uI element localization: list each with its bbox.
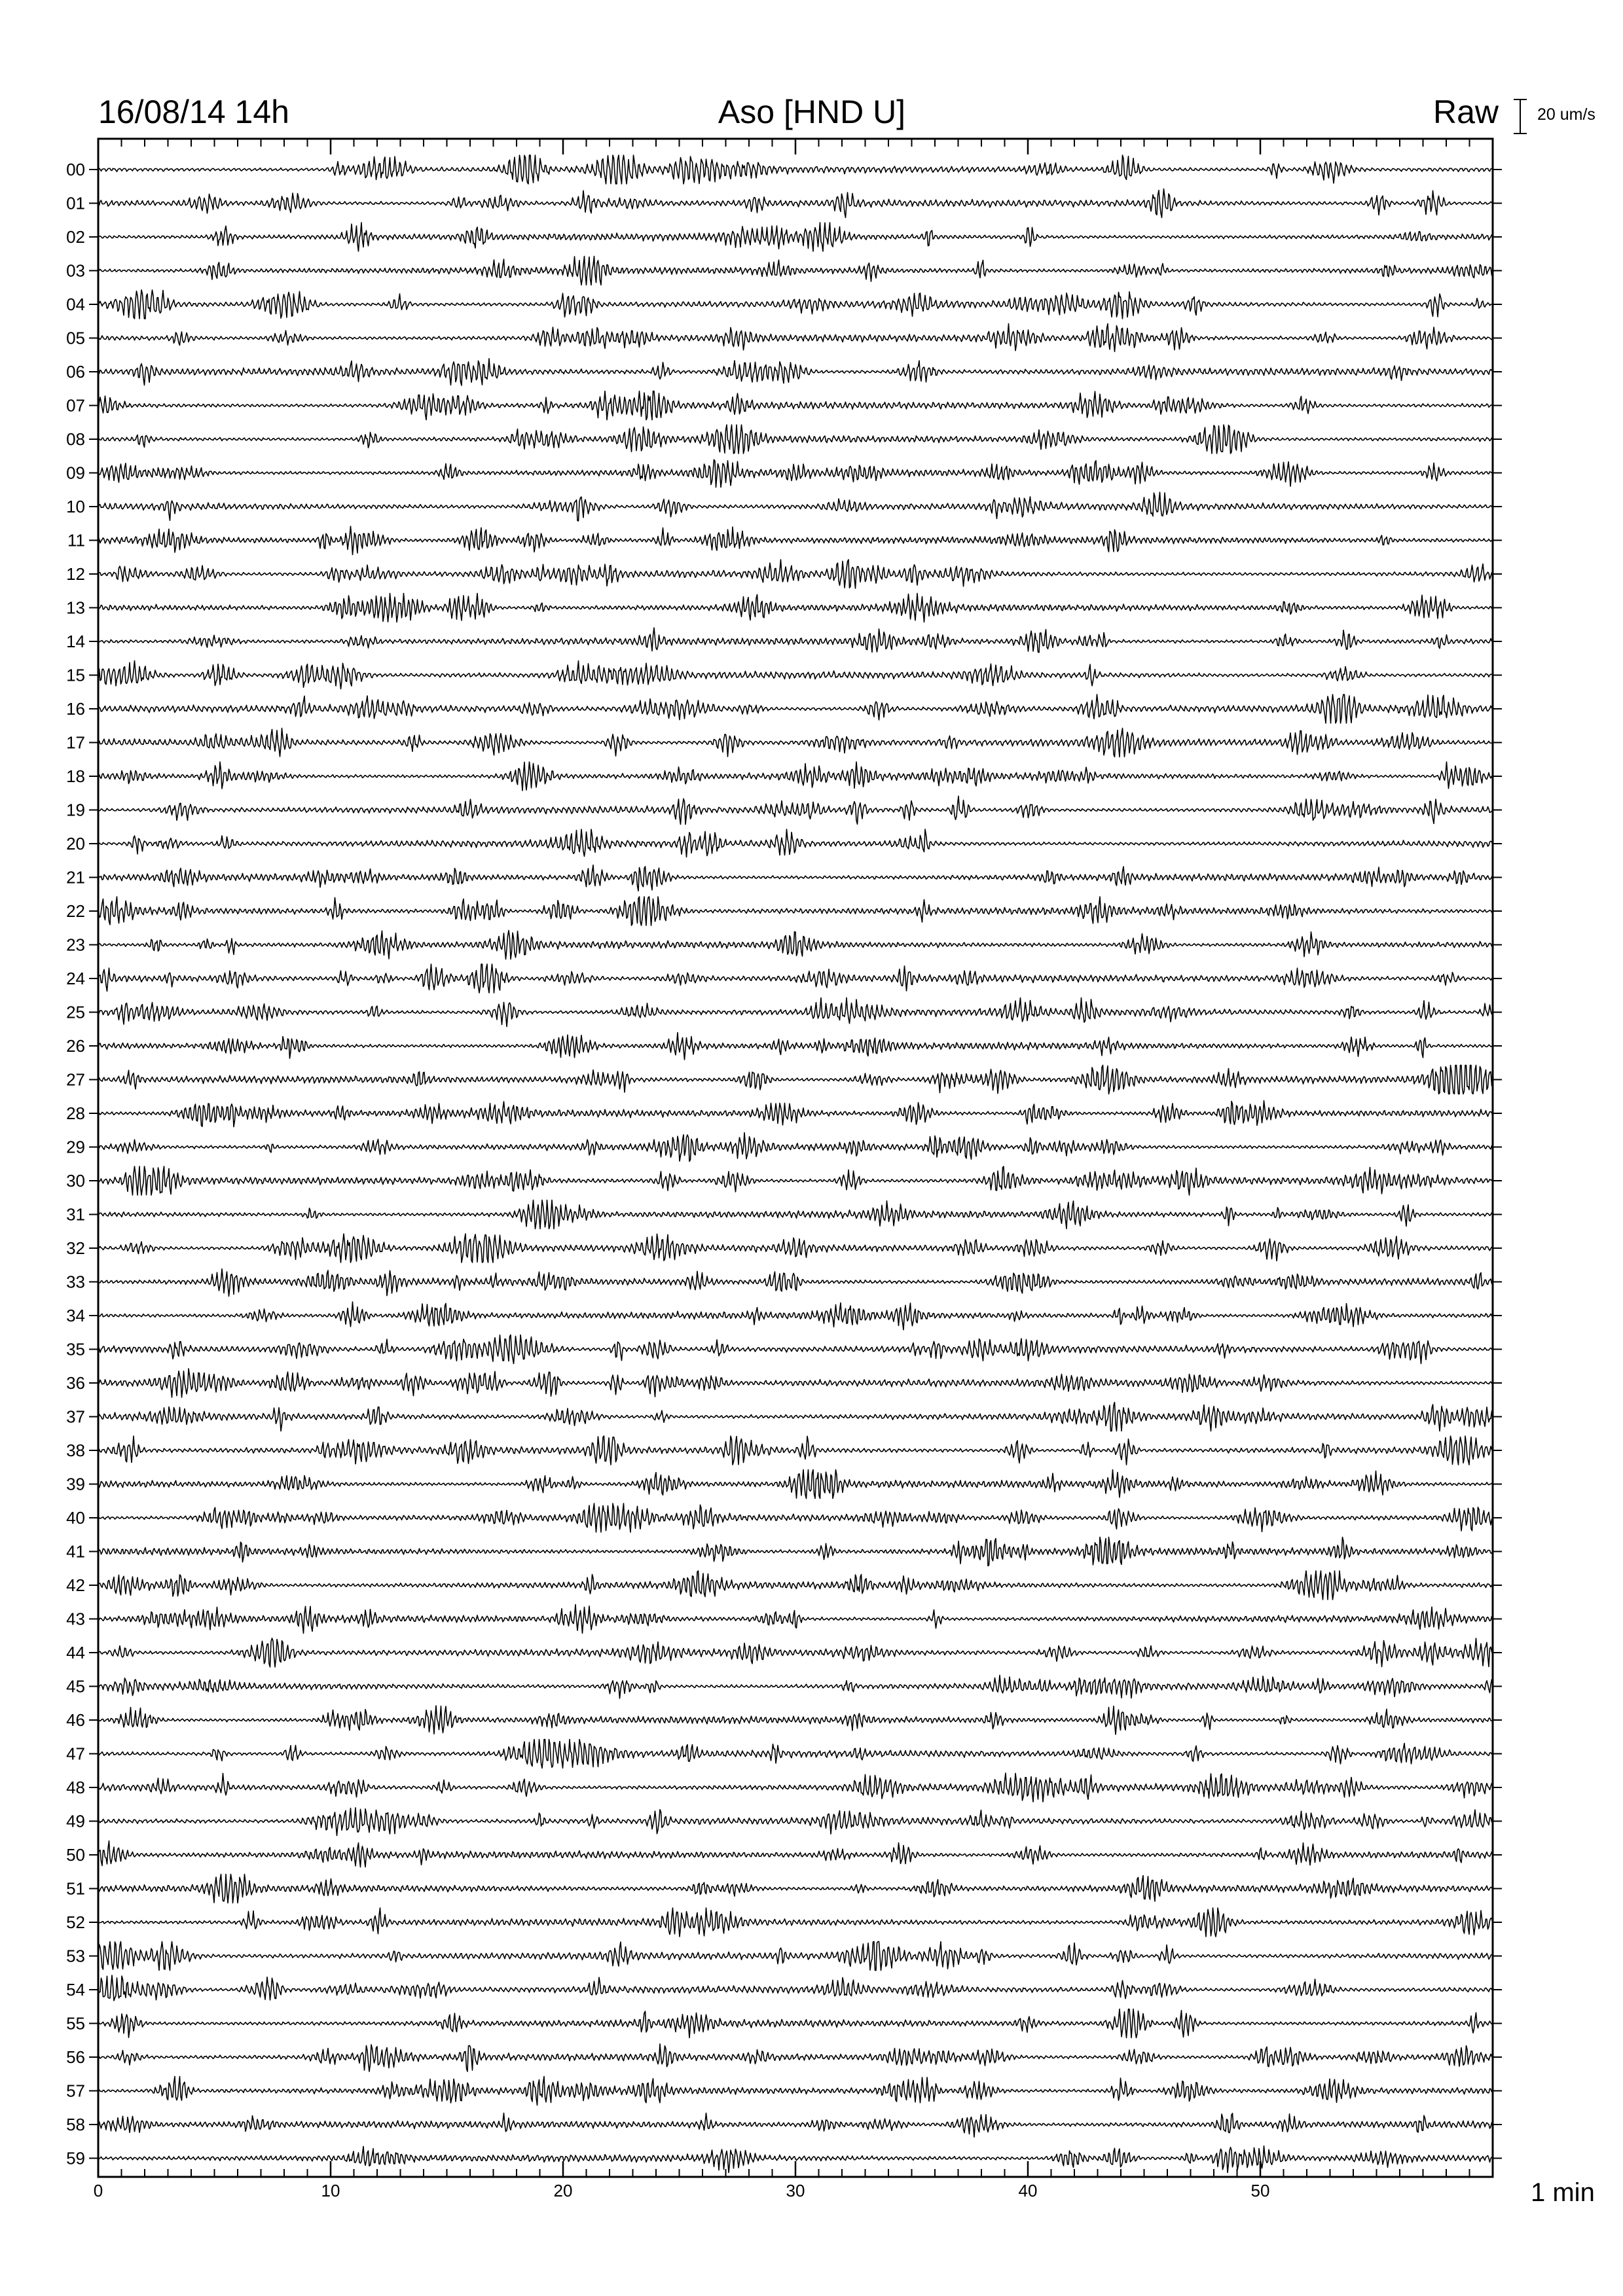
row-label: 03 bbox=[66, 260, 85, 281]
trace-row-29 bbox=[98, 1133, 1493, 1162]
row-label: 54 bbox=[66, 1980, 85, 2000]
trace-row-25 bbox=[98, 998, 1493, 1027]
minor-ticks bbox=[122, 139, 1493, 2177]
trace-row-37 bbox=[98, 1403, 1493, 1431]
trace-row-30 bbox=[98, 1166, 1493, 1195]
trace-row-01 bbox=[98, 189, 1493, 218]
row-label: 01 bbox=[66, 193, 85, 213]
row-label: 09 bbox=[66, 463, 85, 483]
row-label: 46 bbox=[66, 1710, 85, 1730]
row-label: 19 bbox=[66, 800, 85, 820]
row-label: 05 bbox=[66, 328, 85, 348]
row-label: 51 bbox=[66, 1878, 85, 1899]
row-label: 56 bbox=[66, 2047, 85, 2067]
row-label: 11 bbox=[67, 530, 85, 550]
row-ticks bbox=[89, 170, 1502, 2159]
trace-row-05 bbox=[98, 324, 1493, 352]
row-label: 14 bbox=[66, 632, 85, 651]
x-tick-label: 30 bbox=[786, 2181, 805, 2200]
trace-row-17 bbox=[98, 728, 1493, 757]
amplitude-scale-label: 20 um/s bbox=[1537, 105, 1596, 124]
row-label: 10 bbox=[66, 497, 85, 516]
amplitude-scale-bar bbox=[1514, 99, 1527, 134]
trace-row-15 bbox=[98, 661, 1493, 689]
trace-row-56 bbox=[98, 2044, 1493, 2072]
row-label: 34 bbox=[66, 1306, 85, 1325]
row-label: 44 bbox=[66, 1643, 85, 1662]
seismogram-traces bbox=[98, 155, 1493, 2173]
row-label: 28 bbox=[66, 1103, 85, 1123]
trace-row-43 bbox=[98, 1605, 1493, 1634]
row-label: 27 bbox=[66, 1069, 85, 1090]
trace-row-02 bbox=[98, 223, 1493, 251]
trace-row-36 bbox=[98, 1369, 1493, 1397]
trace-row-10 bbox=[98, 492, 1493, 521]
row-label: 15 bbox=[66, 665, 85, 685]
row-label: 49 bbox=[66, 1811, 85, 1831]
trace-row-18 bbox=[98, 762, 1493, 791]
trace-row-00 bbox=[98, 155, 1493, 184]
trace-row-28 bbox=[98, 1101, 1493, 1127]
trace-row-32 bbox=[98, 1234, 1493, 1263]
row-label: 12 bbox=[66, 564, 85, 584]
row-label: 39 bbox=[66, 1474, 85, 1494]
trace-row-44 bbox=[98, 1638, 1493, 1667]
x-tick-label: 40 bbox=[1018, 2181, 1038, 2200]
row-label: 48 bbox=[66, 1778, 85, 1797]
row-label: 18 bbox=[66, 766, 85, 786]
trace-row-24 bbox=[98, 964, 1493, 993]
row-label: 57 bbox=[66, 2081, 85, 2101]
trace-row-52 bbox=[98, 1908, 1493, 1937]
row-label: 02 bbox=[66, 227, 85, 247]
trace-row-35 bbox=[98, 1335, 1493, 1364]
row-label: 58 bbox=[66, 2115, 85, 2134]
row-label: 36 bbox=[66, 1373, 85, 1393]
row-label: 17 bbox=[66, 732, 85, 753]
trace-row-26 bbox=[98, 1033, 1493, 1060]
row-label: 45 bbox=[66, 1676, 85, 1696]
trace-row-16 bbox=[98, 694, 1493, 723]
row-label: 16 bbox=[66, 699, 85, 719]
row-label: 50 bbox=[66, 1845, 85, 1865]
trace-row-19 bbox=[98, 796, 1493, 824]
trace-row-27 bbox=[98, 1066, 1493, 1094]
mode-label: Raw bbox=[1432, 94, 1499, 130]
date-label: 16/08/14 14h bbox=[98, 94, 289, 130]
row-label: 04 bbox=[66, 295, 85, 314]
x-tick-label: 50 bbox=[1250, 2181, 1270, 2200]
trace-row-53 bbox=[98, 1942, 1493, 1971]
trace-row-34 bbox=[98, 1302, 1493, 1330]
trace-row-38 bbox=[98, 1436, 1493, 1465]
trace-row-12 bbox=[98, 560, 1493, 588]
row-label: 25 bbox=[66, 1002, 85, 1022]
row-label: 59 bbox=[66, 2148, 85, 2168]
row-label: 30 bbox=[66, 1171, 85, 1191]
row-label: 24 bbox=[66, 969, 85, 988]
row-label: 21 bbox=[66, 867, 85, 888]
trace-row-41 bbox=[98, 1537, 1493, 1566]
trace-row-31 bbox=[98, 1200, 1493, 1229]
row-label: 47 bbox=[66, 1744, 85, 1764]
trace-row-03 bbox=[98, 257, 1493, 285]
row-label: 41 bbox=[66, 1541, 85, 1562]
trace-row-58 bbox=[98, 2113, 1493, 2138]
trace-row-33 bbox=[98, 1269, 1493, 1297]
row-label: 26 bbox=[66, 1036, 85, 1056]
trace-row-48 bbox=[98, 1773, 1493, 1802]
trace-row-23 bbox=[98, 931, 1493, 960]
row-labels bbox=[66, 160, 85, 2168]
row-label: 35 bbox=[66, 1339, 85, 1359]
trace-row-45 bbox=[98, 1676, 1493, 1698]
trace-row-50 bbox=[98, 1841, 1493, 1867]
row-label: 40 bbox=[66, 1508, 85, 1528]
row-label: 07 bbox=[66, 395, 85, 416]
trace-row-47 bbox=[98, 1740, 1493, 1768]
row-label: 22 bbox=[66, 901, 85, 921]
trace-row-04 bbox=[98, 290, 1493, 319]
x-tick-labels bbox=[94, 2181, 1270, 2200]
row-label: 42 bbox=[66, 1575, 85, 1595]
trace-row-13 bbox=[98, 594, 1493, 622]
row-label: 29 bbox=[66, 1137, 85, 1157]
trace-row-11 bbox=[98, 526, 1493, 555]
row-label: 08 bbox=[66, 429, 85, 449]
trace-row-42 bbox=[98, 1571, 1493, 1600]
x-tick-label: 20 bbox=[553, 2181, 573, 2200]
trace-row-20 bbox=[98, 829, 1493, 857]
row-label: 43 bbox=[66, 1609, 85, 1629]
trace-row-57 bbox=[98, 2077, 1493, 2106]
trace-row-09 bbox=[98, 459, 1493, 487]
trace-row-54 bbox=[98, 1975, 1493, 2001]
row-label: 55 bbox=[66, 2013, 85, 2034]
row-label: 31 bbox=[66, 1204, 85, 1225]
row-label: 52 bbox=[66, 1912, 85, 1932]
row-label: 37 bbox=[66, 1407, 85, 1427]
x-tick-label: 0 bbox=[93, 2181, 103, 2200]
trace-row-07 bbox=[98, 391, 1493, 420]
trace-row-40 bbox=[98, 1503, 1493, 1532]
trace-row-14 bbox=[98, 628, 1493, 653]
trace-row-39 bbox=[98, 1470, 1493, 1499]
row-label: 00 bbox=[66, 160, 85, 179]
x-tick-label: 10 bbox=[321, 2181, 340, 2200]
row-label: 33 bbox=[66, 1272, 85, 1292]
trace-row-06 bbox=[98, 359, 1493, 386]
plot-frame bbox=[98, 139, 1493, 2177]
chart-title: Aso [HND U] bbox=[718, 94, 906, 130]
row-label: 20 bbox=[66, 834, 85, 853]
row-label: 13 bbox=[66, 598, 85, 618]
trace-row-49 bbox=[98, 1808, 1493, 1836]
row-label: 38 bbox=[66, 1441, 85, 1460]
row-label: 06 bbox=[66, 362, 85, 382]
row-label: 23 bbox=[66, 935, 85, 955]
trace-row-46 bbox=[98, 1706, 1493, 1734]
trace-row-21 bbox=[98, 865, 1493, 891]
trace-row-51 bbox=[98, 1874, 1493, 1903]
row-label: 53 bbox=[66, 1946, 85, 1966]
row-label: 32 bbox=[66, 1238, 85, 1258]
trace-row-22 bbox=[98, 897, 1493, 925]
trace-row-55 bbox=[98, 2009, 1493, 2038]
trace-row-08 bbox=[98, 425, 1493, 454]
x-axis-unit-label: 1 min bbox=[1531, 2178, 1595, 2207]
